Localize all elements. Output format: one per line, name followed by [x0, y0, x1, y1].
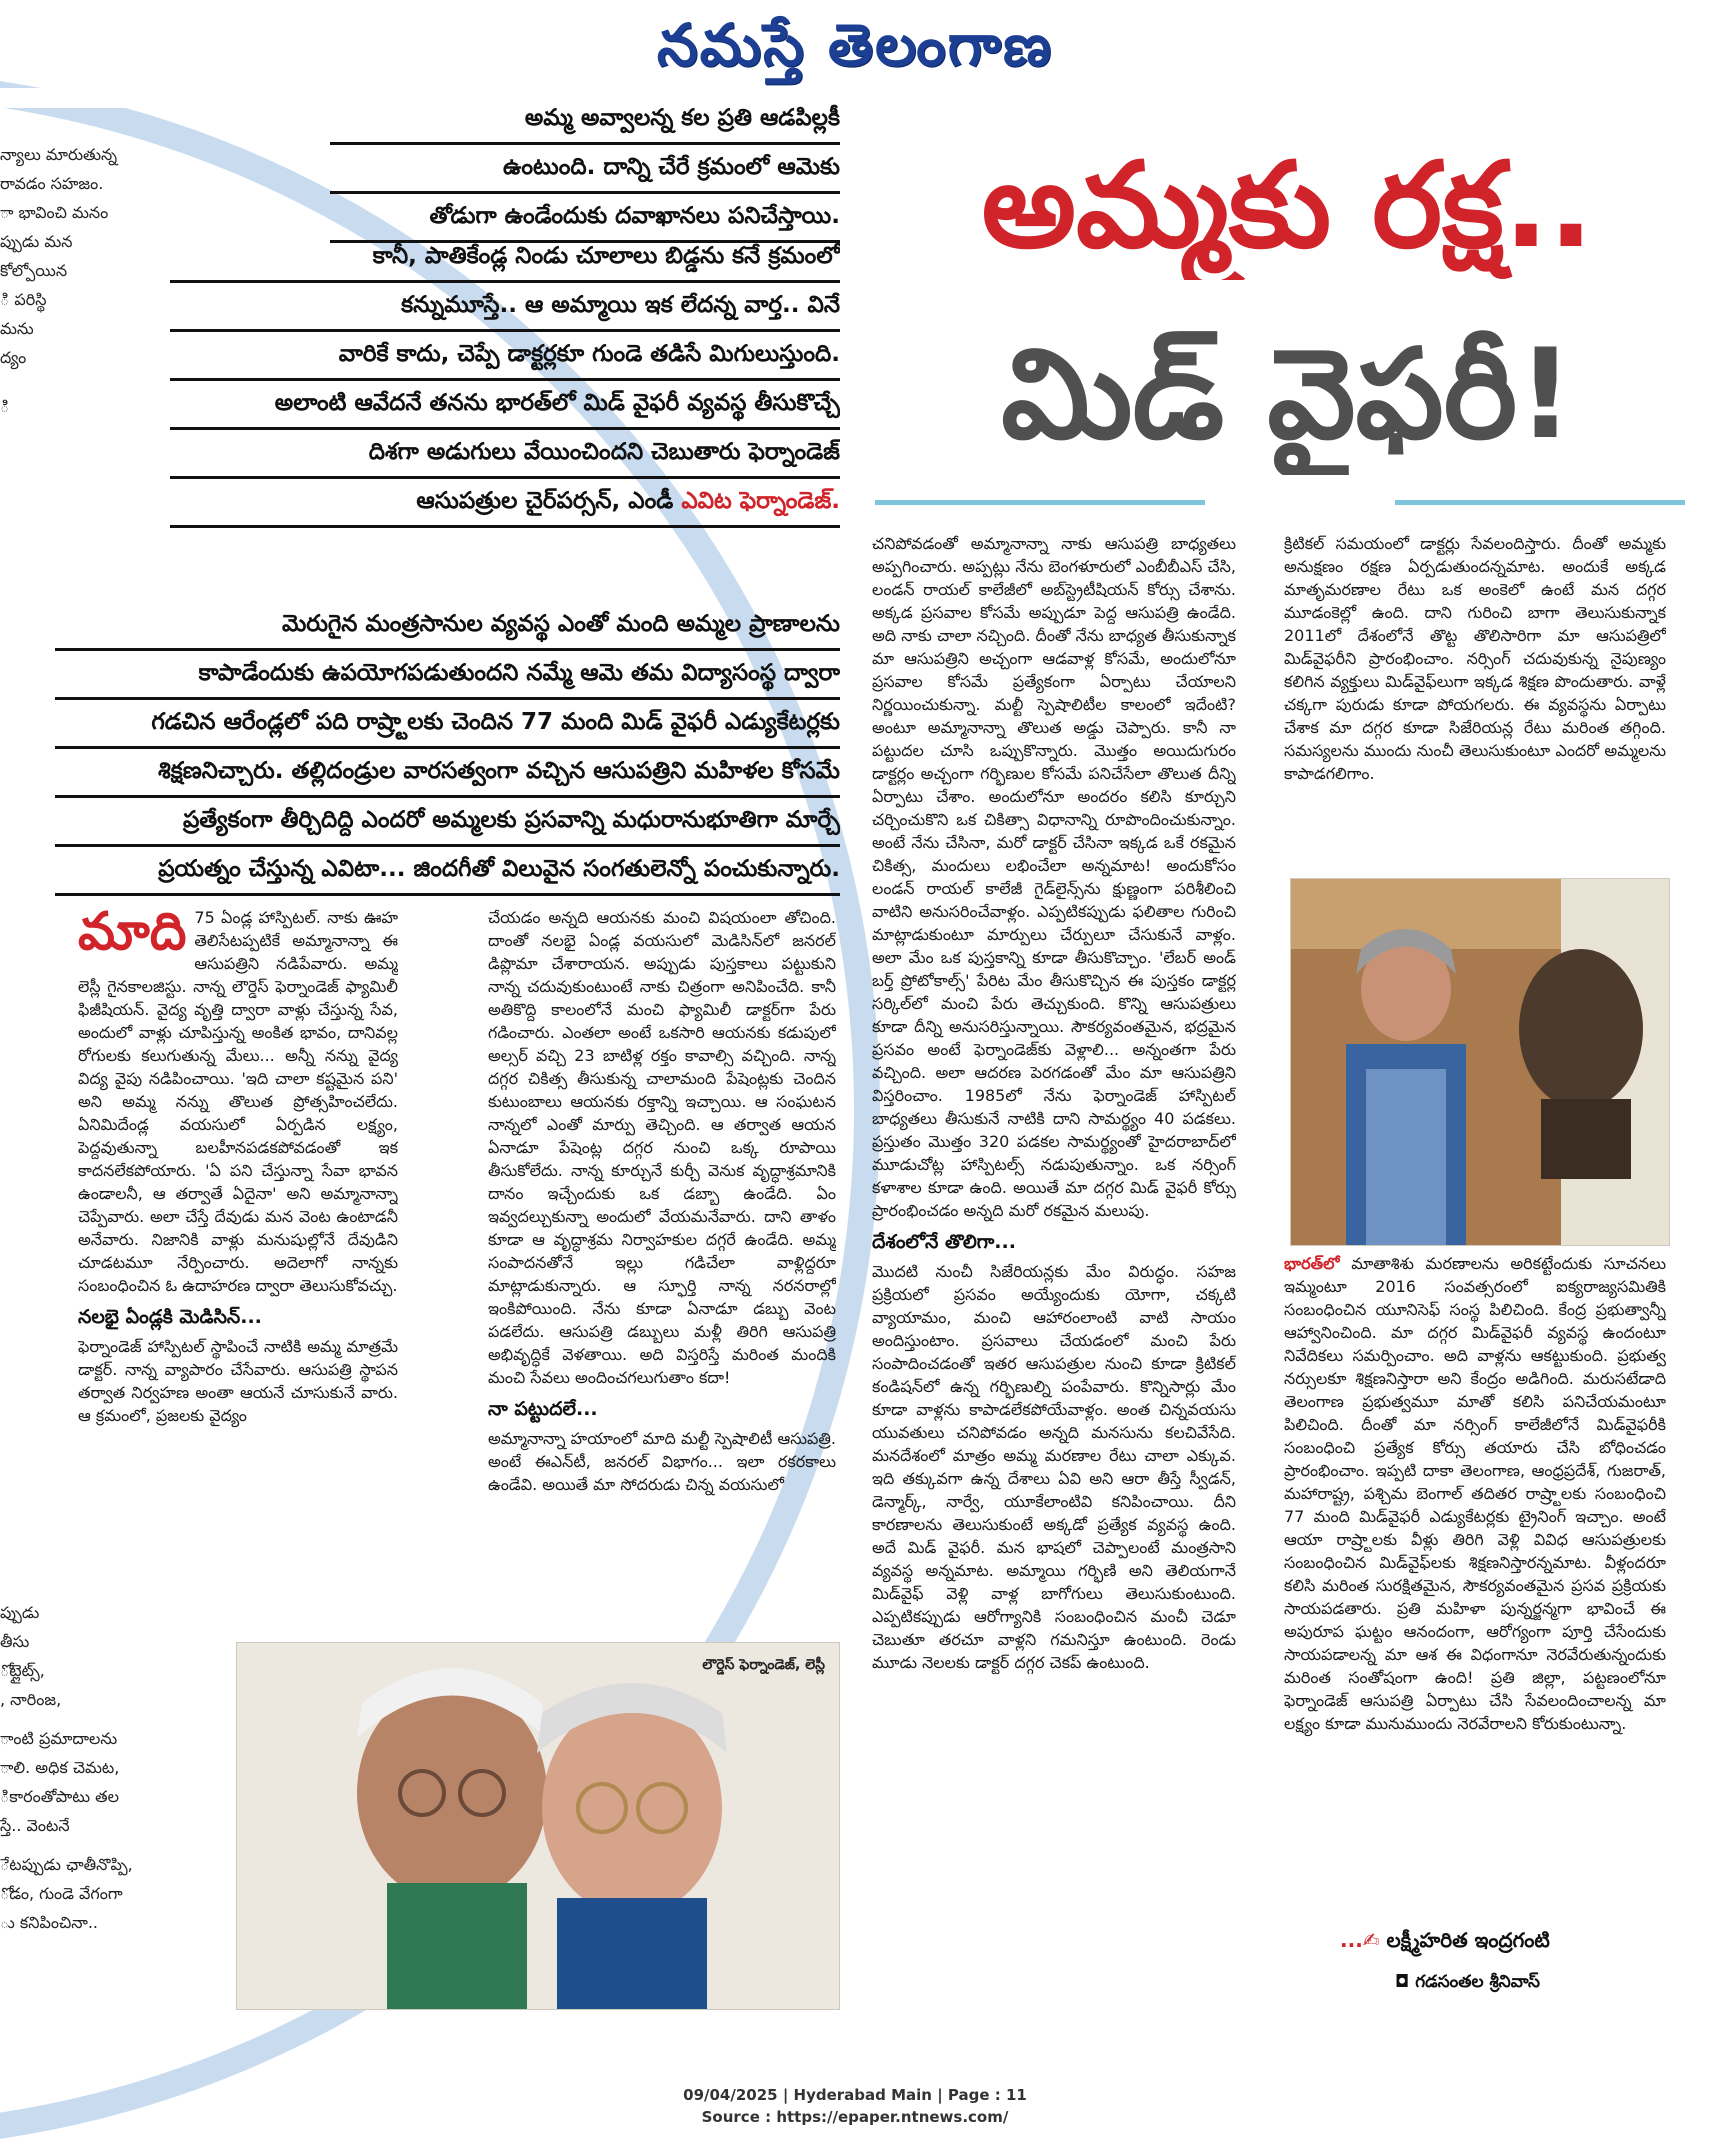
prev-fragment: ేటప్పుడు ఛాతీనొప్పి, [0, 1855, 133, 1874]
prev-fragment: ాలి. అధిక చెమట, [0, 1758, 120, 1777]
prev-fragment: న్యాలు మారుతున్న [0, 145, 117, 164]
column-4-text: మాతాశిశు మరణాలను అరికట్టేందుకు సూచనలు ఇమ్మంటూ 2016 సంవత్సరంలో ఐక్యరాజ్యసమితికి సంబంధించిన యూనిసెఫ్‌ సంస్థ పిలిచింది. కేంద్ర ప్రభుత్వాన్నీ ఆహ్వానించింది. మా దగ్గర మిడ్‌వైఫరీ వ్యవస్థ ఉందంటూ నివేదికలు సమర్పించాం. అది వాళ్లను ఆకట్టుకుంది. ప్రభుత్వ నర్సులకూ శిక్షణనిస్తారా అని కేంద్రం అడిగింది. మరుసటేడాది తెలంగాణ ప్రభుత్వమూ మాతో కలిసి పనిచేయమంటూ పిలిచింది. దీంతో మా నర్సింగ్‌ కాలేజీలోనే మిడ్‌వైఫరీకి సంబంధించి ప్రత్యేక కోర్సు తయారు చేసి బోధించడం ప్రారంభించాం. ఇప్పటి దాకా తెలంగాణ, ఆంధ్రప్రదేశ్‌, గుజరాత్‌, మహారాష్ట్ర, పశ్చిమ బెంగాల్‌ తదితర రాష్ర్టాలకు సంబంధించి 77 మంది మిడ్‌వైఫరీ ఎడ్యుకేటర్లకు ట్రైనింగ్‌ ఇచ్చాం. అంటే ఆయా రాష్ర్టాలకు వీళ్లు తిరిగి వెళ్లి వివిధ ఆసుపత్రులకు సంబంధించిన మిడ్‌వైఫ్‌లకు శిక్షణనిస్తారన్నమాట. వీళ్లందరూ కలిసి మరింత సురక్షితమైన, సౌకర్యవంతమైన ప్రసవ ప్రక్రియకు సాయపడతారు. ప్రతి మహిళా పున్నర్జన్మగా భావించే ఈ అపురూప ఘట్టం ఆనందంగా, ఆరోగ్యంగా పూర్తి చేసేందుకు సాయపడాలన్న మా ఆశ ఈ విధంగానూ నెరవేరుతున్నందుకు మరింత సంతోషంగా ఉంది! ప్రతి జిల్లా, పట్టణంలోనూ ఫెర్నాండెజ్‌ ఆసుపత్రి ఏర్పాటు చేసి సేవలందించాలన్న మా లక్ష్యం కూడా మునుముందు నెరవేరాలని కోరుకుంటున్నా. [1284, 1254, 1666, 1733]
intro-line: కాపాడేందుకు ఉపయోగపడుతుందని నమ్మే ఆమె తమ విద్యాసంస్థ ద్వారా [55, 651, 840, 700]
prev-fragment: తీసు [0, 1632, 30, 1651]
intro-line: శిక్షణనిచ్చారు. తల్లిదండ్రుల వారసత్వంగా వచ్చిన ఆసుపత్రిని మహిళల కోసమే [55, 749, 840, 798]
intro-block-wide [55, 602, 840, 896]
evita-photo-illustration [1291, 879, 1669, 1245]
prev-fragment: ప్పుడు [0, 1603, 40, 1622]
parents-photo-caption: లౌర్డెస్‌ ఫెర్నాండెజ్‌, లెస్లీ [702, 1657, 825, 1673]
subhead-forty-years: నలభై ఏండ్లకి మెడిసిన్‌... [78, 1306, 262, 1328]
intro-line-highlight [170, 479, 840, 528]
footer-date-edition: 09/04/2025 | Hyderabad Main | Page : 11 [683, 2086, 1027, 2104]
intro-line: కన్నుమూస్తే.. ఆ అమ్మాయి ఇక లేదన్న వార్త.. వినే [170, 283, 840, 332]
headline-line1: అమ్మకు రక్ష.. [981, 136, 1594, 274]
intro-line: తోడుగా ఉండేందుకు దవాఖానలు పనిచేస్తాయి. [330, 194, 840, 243]
subhead-my-determination: నా పట్టుదలే... [488, 1398, 598, 1420]
prev-fragment: ికారంతోపాటు తల [0, 1787, 119, 1806]
article-column-4-bottom [1284, 1252, 1666, 1920]
prev-fragment: ోట్లైట్స్, [0, 1661, 45, 1680]
headline-rule [1395, 500, 1685, 505]
column-2-paragraph-1: చేయడం అన్నది ఆయనకు మంచి విషయంలా తోచింది. దాంతో నలభై ఏండ్ల వయసులో మెడిసిన్‌లో జనరల్‌ డిప్లొమా చేశారాయన. అప్పుడు పుస్తకాలు పట్టుకుని నాన్న చదువుకుంటుంటే నాకు చిత్రంగా అనిపించేది. కానీ అతికొద్ది కాలంలోనే మంచి ఫ్యామిలీ డాక్టర్‌గా పేరు గడించారు. ఎంతలా అంటే ఒకసారి ఆయనకు కడుపులో అల్సర్‌ వచ్చి 23 బాటిళ్ల రక్తం కావాల్సి వచ్చింది. నాన్న దగ్గర చికిత్స తీసుకున్న చాలామంది పేషెంట్లకు చెందిన కుటుంబాలు ఆయనకు రక్తాన్ని ఇచ్చాయి. ఆ సంఘటన నాన్నలో ఎంతో మార్పు తెచ్చింది. ఆ తర్వాత ఆయన ఏనాడూ పేషెంట్ల దగ్గర నుంచి ఒక్క రూపాయి తీసుకోలేదు. నాన్న కూర్చునే కుర్చీ వెనుక వృద్ధాశ్రమానికి దానం ఇచ్చేందుకు ఒక డబ్బా ఉండేది. ఏం ఇవ్వదల్చుకున్నా అందులో వేయమనేవారు. దాని తాళం కూడా ఆ వృద్ధాశ్రమ నిర్వాహకుల దగ్గరే ఉండేది. అమ్మ సంపాదనతోనే ఇల్లు గడిచేలా వాళ్లిద్దరూ మాట్లాడుకున్నారు. ఆ స్ఫూర్తి నాన్న నరనరాల్లో ఇంకిపోయింది. నేను కూడా ఏనాడూ డబ్బు వెంట పడలేదు. ఆసుపత్రి డబ్బులు మళ్లీ తిరిగి ఆసుపత్రి అభివృద్ధికే వెళతాయి. అది విస్తరిస్తే మరింత మందికి మంచి సేవలు అందించగలుగుతాం కదా! [488, 908, 836, 1387]
article-column-4-top [1284, 532, 1666, 867]
prev-fragment: రావడం సహజం. [0, 174, 104, 193]
column-4-lead: భారత్‌లో [1284, 1254, 1340, 1273]
intro-line: వారికే కాదు, చెప్పే డాక్టర్లకూ గుండె తడిసే మిగులుస్తుంది. [170, 332, 840, 381]
camera-icon: ◘ [1395, 1972, 1410, 1992]
intro-line: మెరుగైన మంత్రసానుల వ్యవస్థ ఎంతో మంది అమ్మల ప్రాణాలను [55, 602, 840, 651]
intro-line: కానీ, పాతికేండ్ల నిండు చూలాలు బిడ్డను కనే క్రమంలో [170, 234, 840, 283]
prev-fragment: ద్యం [0, 348, 27, 367]
intro-hl-name: ఎవిట ఫెర్నాండెజ్‌. [681, 488, 840, 514]
column-2-paragraph-2: అమ్మానాన్నా హయాంలో మాది మల్టీ స్పెషాలిటీ ఆసుపత్రి. అంటే ఈఎన్‌టీ, జనరల్‌ విభాగం... ఇలా రకరకాలు ఉండేవి. అయితే మా సోదరుడు చిన్న వయసులో [488, 1429, 836, 1494]
byline-author [1340, 1928, 1550, 1957]
prev-fragment: ు కనిపించినా.. [0, 1913, 98, 1932]
prev-fragment: ి [0, 397, 10, 416]
column-1-paragraph-2: ఫెర్నాండెజ్‌ హాస్పిటల్‌ స్థాపించే నాటికి అమ్మ మాత్రమే డాక్టర్‌. నాన్న వ్యాపారం చేసేవారు. ఆసుపత్రి స్థాపన తర్వాత నిర్వహణ అంతా ఆయనే చూసుకునే వారు. ఆ క్రమంలో, ప్రజలకు వైద్యం [78, 1337, 398, 1425]
article-column-3 [872, 532, 1236, 2037]
parents-photo-illustration [237, 1643, 839, 2009]
prev-fragment: కోల్పోయిన [0, 261, 68, 280]
masthead-title: నమస్తే తెలంగాణ [657, 11, 1053, 79]
photographer-name: గడసంతల శ్రీనివాస్‌ [1415, 1972, 1540, 1992]
prev-fragment: ోడం, గుండె వేగంగా [0, 1884, 123, 1903]
prev-fragment: ాంటి ప్రమాదాలను [0, 1729, 118, 1748]
intro-block-mid [170, 234, 840, 528]
headline-rule [875, 500, 1205, 505]
pen-icon: ...✍ [1340, 1928, 1380, 1952]
intro-line: ప్రత్యేకంగా తీర్చిదిద్ది ఎందరో అమ్మలకు ప్రసవాన్ని మధురానుభూతిగా మార్చే [55, 798, 840, 847]
column-4-paragraph-1: క్రిటికల్‌ సమయంలో డాక్టర్లు సేవలందిస్తారు. దీంతో అమ్మకు అనుక్షణం రక్షణ ఏర్పడుతుందన్నమాట. అందుకే అక్కడ మాతృమరణాల రేటు ఒక అంకెలో ఉంటే మన దగ్గర మూడంకెల్లో ఉంది. దాని గురించి బాగా తెలుసుకున్నాక 2011లో దేశంలోనే తొట్ట తొలిసారిగా మా ఆసుపత్రిలో మిడ్‌వైఫరీని ప్రారంభించాం. నర్సింగ్‌ చదువుకున్న నైపుణ్యం కలిగిన వ్యక్తులు మిడ్‌వైఫ్‌లుగా ఇక్కడ శిక్షణ పొందుతారు. వాళ్లే చక్కగా పురుడు కూడా పోయగలరు. ఈ వ్యవస్థను ఏర్పాటు చేశాక మా దగ్గర కూడా సిజేరియన్ల రేటు మరింత తగ్గింది. సమస్యలను ముందు నుంచీ తెలుసుకుంటూ ఎందరో అమ్మలను కాపాడగలిగాం. [1284, 534, 1666, 783]
byline-photographer [1395, 1972, 1540, 1996]
intro-line: దిశగా అడుగులు వేయించిందని చెబుతారు ఫెర్నాండెజ్‌ [170, 430, 840, 479]
prev-fragment: ా భావించి మనం [0, 203, 109, 222]
dropcap: మాది [78, 906, 187, 962]
subhead-first-in-country: దేశంలోనే తొలిగా... [872, 1231, 1016, 1253]
intro-line: ఉంటుంది. దాన్ని చేరే క్రమంలో ఆమెకు [330, 145, 840, 194]
column-3-paragraph-2: మొదటి నుంచీ సిజేరియన్లకు మేం విరుద్ధం. సహజ ప్రక్రియలో ప్రసవం అయ్యేందుకు యోగా, చక్కటి వ్యాయామం, మంచి ఆహారంలాంటి వాటి సాయం అందిస్తుంటాం. ప్రసవాలు చేయడంలో మంచి పేరు సంపాదించడంతో ఇతర ఆసుపత్రుల నుంచి కూడా క్రిటికల్‌ కండిషన్‌లో ఉన్న గర్భిణుల్ని పంపేవారు. కొన్నిసార్లు మేం కూడా వాళ్లను కాపాడలేకపోయేవాళ్లం. అంత చిన్నవయసు యువతులు చనిపోవడం అన్నది మనసును కలచివేసేది. మనదేశంలో మాత్రం అమ్మ మరణాల రేటు చాలా ఎక్కువ. ఇది తక్కువగా ఉన్న దేశాలు ఏవి అని ఆరా తీస్తే స్వీడన్‌, డెన్మార్క్‌, నార్వే, యూకేలాంటివి కనిపించాయి. దీని కారణాలను తెలుసుకుంటే అక్కడో ప్రత్యేక వ్యవస్థ ఉంది. అదే మిడ్‌ వైఫరీ. మన భాషలో చెప్పాలంటే మంత్రసాని వ్యవస్థ అన్నమాట. అమ్మాయి గర్భిణి అని తెలియగానే మిడ్‌వైఫ్‌ వెళ్లి వాళ్ల బాగోగులు తెలుసుకుంటుంది. ఎప్పటికప్పుడు ఆరోగ్యానికి సంబంధించిన మంచీ చెడూ చెబుతూ తరచూ వాళ్లని గమనిస్తూ ఉంటుంది. రెండు మూడు నెలలకు డాక్టర్‌ దగ్గర చెకప్‌ ఉంటుంది. [872, 1262, 1236, 1672]
intro-line: అమ్మ అవ్వాలన్న కల ప్రతి ఆడపిల్లకీ [330, 96, 840, 145]
prev-fragment: , నారింజ, [0, 1690, 62, 1709]
intro-line: అలాంటి ఆవేదనే తనను భారత్‌లో మిడ్‌ వైఫరీ వ్యవస్థ తీసుకొచ్చే [170, 381, 840, 430]
intro-line: గడచిన ఆరేండ్లలో పది రాష్ర్టాలకు చెందిన 77 మంది మిడ్‌ వైఫరీ ఎడ్యుకేటర్లకు [55, 700, 840, 749]
prev-fragment: ప్పుడు మన [0, 232, 73, 251]
column-3-paragraph-1: చనిపోవడంతో అమ్మానాన్నా నాకు ఆసుపత్రి బాధ్యతలు అప్పగించారు. అప్పట్లు నేను బెంగళూరులో ఎంబీబీఎస్‌ చేసి, లండన్‌ రాయల్‌ కాలేజీలో అబ్‌స్ట్రెటీషియన్‌ కోర్సు చేశాను. అక్కడ ప్రసవాల కోసమే అప్పుడూ పెద్ద ఆసుపత్రి ఉండేది. అది నాకు చాలా నచ్చింది. దీంతో నేను బాధ్యత తీసుకున్నాక మా ఆసుపత్రిని అచ్చంగా ఆడవాళ్ల కోసమే, అందులోనూ ప్రసవాల కోసమే ప్రత్యేకంగా ఏర్పాటు చేయాలని నిర్ణయించుకున్నా. మల్టీ స్పెషాలిటీల కాలంలో ఇదేంటి? అంటూ అమ్మానాన్నా తొలుత అడ్డు చెప్పారు. కానీ నా పట్టుదల చూసి ఒప్పుకొన్నారు. మొత్తం అయిదుగురం డాక్టర్లం అచ్చంగా గర్భిణుల కోసమే పనిచేసేలా తొలుత దీన్ని ఏర్పాటు చేశాం. అందులోనూ అందరం కలిసి కూర్చుని చర్చించుకొని ఒక చికిత్సా విధానాన్ని రూపొందించుకున్నాం. అంటే నేను చేసినా, మరో డాక్టర్‌ చేసినా ఇక్కడ ఒకే రకమైన చికిత్స, మందులు లభించేలా అన్నమాట! అందుకోసం లండన్‌ రాయల్‌ కాలేజీ గైడ్‌లైన్స్‌ను క్షుణ్ణంగా పరిశీలించి వాటిని అనుసరించేవాళ్లం. ఎప్పటికప్పుడు ఫలితాల గురించి మాట్లాడుకుంటూ మార్పులు చేర్పులూ చేసుకునే వాళ్లం. అలా మేం ఒక పుస్తకాన్ని కూడా తీసుకొచ్చాం. 'లేబర్‌ అండ్‌ బర్త్‌ ప్రోటోకాల్స్‌' పేరిట మేం తీసుకొచ్చిన ఈ పుస్తకం డాక్టర్ల సర్కిల్‌లో మంచి పేరు తెచ్చుకుంది. కొన్ని ఆసుపత్రులు కూడా దీన్ని అనుసరిస్తున్నాయి. సౌకర్యవంతమైన, భద్రమైన ప్రసవం అంటే ఫెర్నాండెజ్‌కు వెళ్లాలి... అన్నంతగా పేరు వచ్చింది. అలా ఆదరణ పెరగడంతో మేం మా ఆసుపత్రిని విస్తరించాం. 1985లో నేను ఫెర్నాండెజ్‌ హాస్పిటల్‌ బాధ్యతలు తీసుకునే నాటికి దాని సామర్థ్యం 40 పడకలు. ప్రస్తుతం మొత్తం 320 పడకల సామర్థ్యంతో హైదరాబాద్‌లో మూడుచోట్ల హాస్పిటల్స్‌ నడుపుతున్నాం. ఒక నర్సింగ్‌ కళాశాల కూడా ఉంది. అయితే మా దగ్గర మిడ్‌ వైఫరీ కోర్సు ప్రారంభించడం అన్నది మరో రకమైన మలుపు. [872, 534, 1236, 1220]
column-1-paragraph-1 [78, 906, 398, 1297]
intro-block [330, 96, 840, 243]
column-1-text: 75 ఏండ్ల హాస్పిటల్‌. నాకు ఊహ తెలిసేటప్పటికే అమ్మానాన్నా ఈ ఆసుపత్రిని నడిపేవారు. అమ్మ లెస్లీ గైనకాలజిస్టు. నాన్న లౌర్డెస్‌ ఫెర్నాండెజ్‌ ఫ్యామిలీ ఫిజీషియన్‌. వైద్య వృత్తి ద్వారా వాళ్లు చేస్తున్న సేవ, అందులో వాళ్లు చూపిస్తున్న అంకిత భావం, దానివల్ల రోగులకు కలుగుతున్న మేలు... అన్నీ నన్ను వైద్య విద్య వైపు నడిపించాయి. 'ఇది చాలా కష్టమైన పని' అని అమ్మ నన్ను తొలుత ప్రోత్సహించలేదు. ఏనిమిదేండ్ల వయసులో ఏర్పడిన లక్ష్యం, పెద్దవుతున్నా బలహీనపడకపోవడంతో ఇక కాదనలేకపోయారు. 'ఏ పని చేస్తున్నా సేవా భావన ఉండాలనీ, ఆ తర్వాతే ఏదైనా' అని అమ్మానాన్నా చెప్పేవారు. అలా చేస్తే దేవుడు మన వెంట ఉంటాడనీ అనేవారు. నిజానికి వాళ్లు మనుషుల్లోనే దేవుడిని చూడటమూ నేర్పించారు. అదెలాగో నాన్నకు సంబంధించిన ఓ ఉదాహరణ ద్వారా తెలుసుకోవచ్చు. [78, 908, 398, 1295]
prev-fragment: స్తే.. వెంటనే [0, 1816, 70, 1835]
headline-line2: మిడ్‌ వైఫరీ! [1001, 323, 1574, 467]
masthead [0, 0, 1710, 90]
article-column-2 [488, 906, 836, 1646]
intro-hl-prefix: ఆసుపత్రుల చైర్‌పర్సన్‌, ఎండీ [416, 488, 682, 514]
prev-fragment: మను [0, 319, 34, 338]
prev-article-fragments-top [0, 140, 150, 421]
author-name: లక్ష్మీహరిత ఇంద్రగంటి [1386, 1928, 1550, 1952]
evita-photo [1290, 878, 1670, 1246]
parents-photo [236, 1642, 840, 2010]
prev-fragment: ి పరిస్థి [0, 290, 47, 309]
footer-source: Source : https://epaper.ntnews.com/ [701, 2108, 1009, 2126]
column-4-paragraph-2 [1284, 1252, 1666, 1735]
intro-line: ప్రయత్నం చేస్తున్న ఎవిటా... జిందగీతో విలువైన సంగతులెన్నో పంచుకున్నారు. [55, 847, 840, 896]
